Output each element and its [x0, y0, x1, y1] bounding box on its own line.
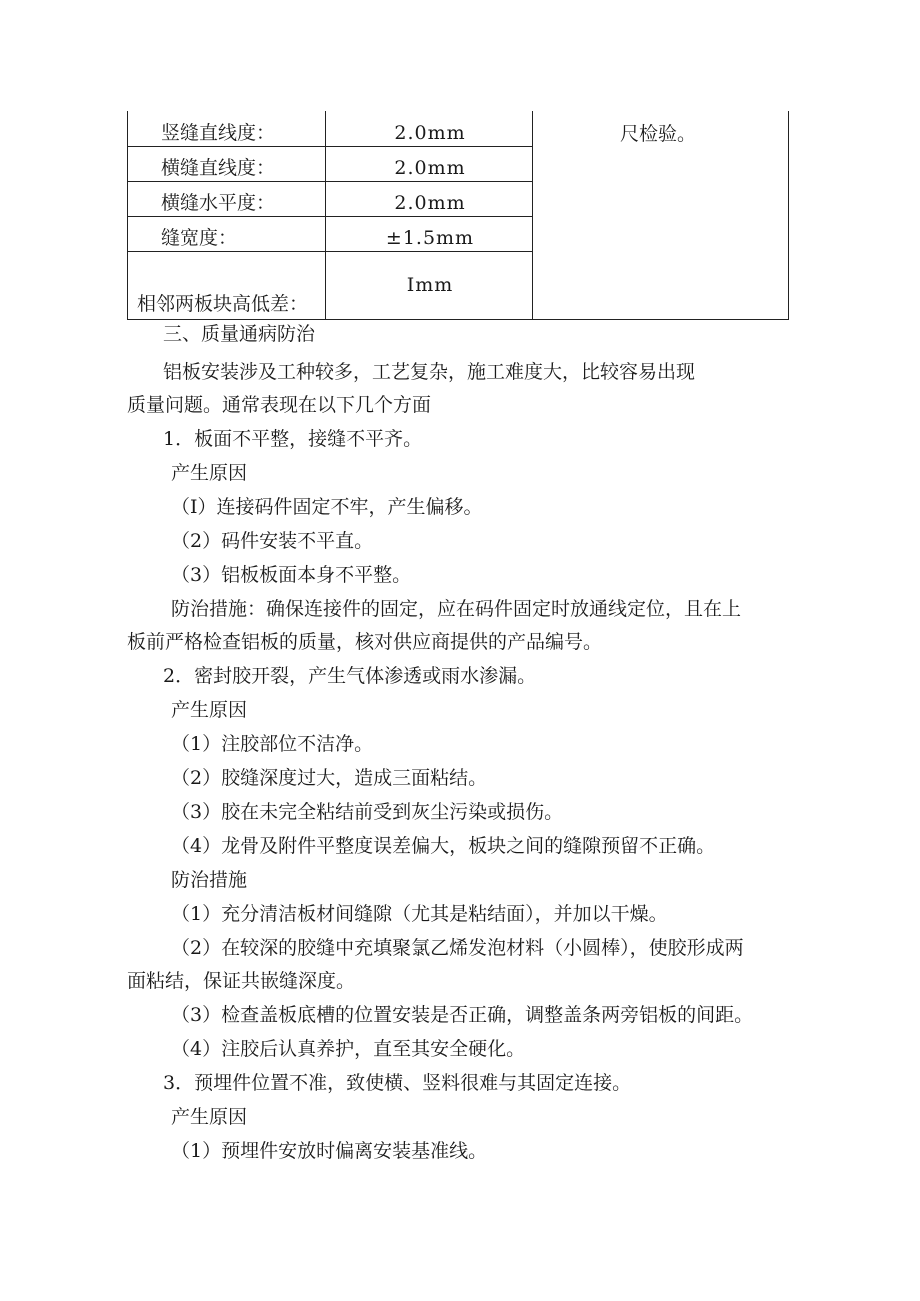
row-line-3	[127, 216, 533, 217]
list-item: 面粘结，保证共嵌缝深度。	[127, 970, 356, 992]
item-title: 3．预埋件位置不准，致使横、竖料很难与其固定连接。	[163, 1072, 632, 1094]
table-row-value: 2.0mm	[394, 157, 466, 179]
table-border-bottom	[127, 319, 789, 320]
item-title: 2．密封胶开裂，产生气体渗透或雨水渗漏。	[163, 665, 537, 687]
measure-text: 防治措施：确保连接件的固定，应在码件固定时放通线定位，且在上	[171, 598, 742, 620]
table-row-label: 横缝直线度：	[161, 157, 276, 179]
table-row-label: 竖缝直线度：	[161, 122, 276, 144]
list-item: （1）充分清洁板材间缝隙（尤其是粘结面），并加以干燥。	[171, 903, 668, 925]
list-item: （1）注胶部位不洁净。	[171, 733, 374, 755]
list-item: （3）检查盖板底槽的位置安装是否正确，调整盖条两旁铝板的间距。	[171, 1004, 754, 1026]
list-item: （4）龙骨及附件平整度误差偏大，板块之间的缝隙预留不正确。	[171, 835, 716, 857]
item-title: 1．板面不平整，接缝不平齐。	[163, 428, 423, 450]
measure-label: 防治措施	[171, 869, 248, 891]
row-line-1	[127, 146, 533, 147]
list-item: （4）注胶后认真养护，直至其安全硬化。	[171, 1038, 526, 1060]
intro-line: 质量问题。通常表现在以下几个方面	[127, 394, 432, 416]
table-note: 尺检验。	[620, 123, 697, 145]
cause-label: 产生原因	[171, 1106, 248, 1128]
list-item: （3）胶在未完全粘结前受到灰尘污染或损伤。	[171, 801, 564, 823]
list-item: （2）在较深的胶缝中充填聚氯乙烯发泡材料（小圆棒），使胶形成两	[171, 937, 744, 959]
table-row-value: ±1.5mm	[385, 227, 475, 249]
table-row-value: 2.0mm	[394, 192, 466, 214]
table-border-right	[788, 111, 789, 320]
list-item: （1）预埋件安放时偏离安装基准线。	[171, 1140, 488, 1162]
list-item: （2）码件安装不平直。	[171, 530, 374, 552]
table-row-label: 缝宽度：	[161, 227, 238, 249]
list-item: （2）胶缝深度过大，造成三面粘结。	[171, 767, 488, 789]
cause-label: 产生原因	[171, 462, 248, 484]
section-title: 三、质量通病防治	[163, 323, 316, 345]
table-row-label: 相邻两板块高低差：	[137, 293, 309, 315]
measure-text: 板前严格检查铝板的质量，核对供应商提供的产品编号。	[127, 631, 603, 653]
cause-label: 产生原因	[171, 699, 248, 721]
table-row-label: 横缝水平度：	[161, 192, 276, 214]
table-row-value: Imm	[406, 274, 454, 296]
list-item: （3）铝板板面本身不平整。	[171, 564, 412, 586]
intro-line: 铝板安装涉及工种较多，工艺复杂，施工难度大，比较容易出现	[163, 361, 696, 383]
row-line-4	[127, 251, 533, 252]
row-line-2	[127, 181, 533, 182]
list-item: （I）连接码件固定不牢，产生偏移。	[171, 496, 483, 518]
tolerance-table	[127, 111, 789, 320]
table-row-value: 2.0mm	[394, 122, 466, 144]
